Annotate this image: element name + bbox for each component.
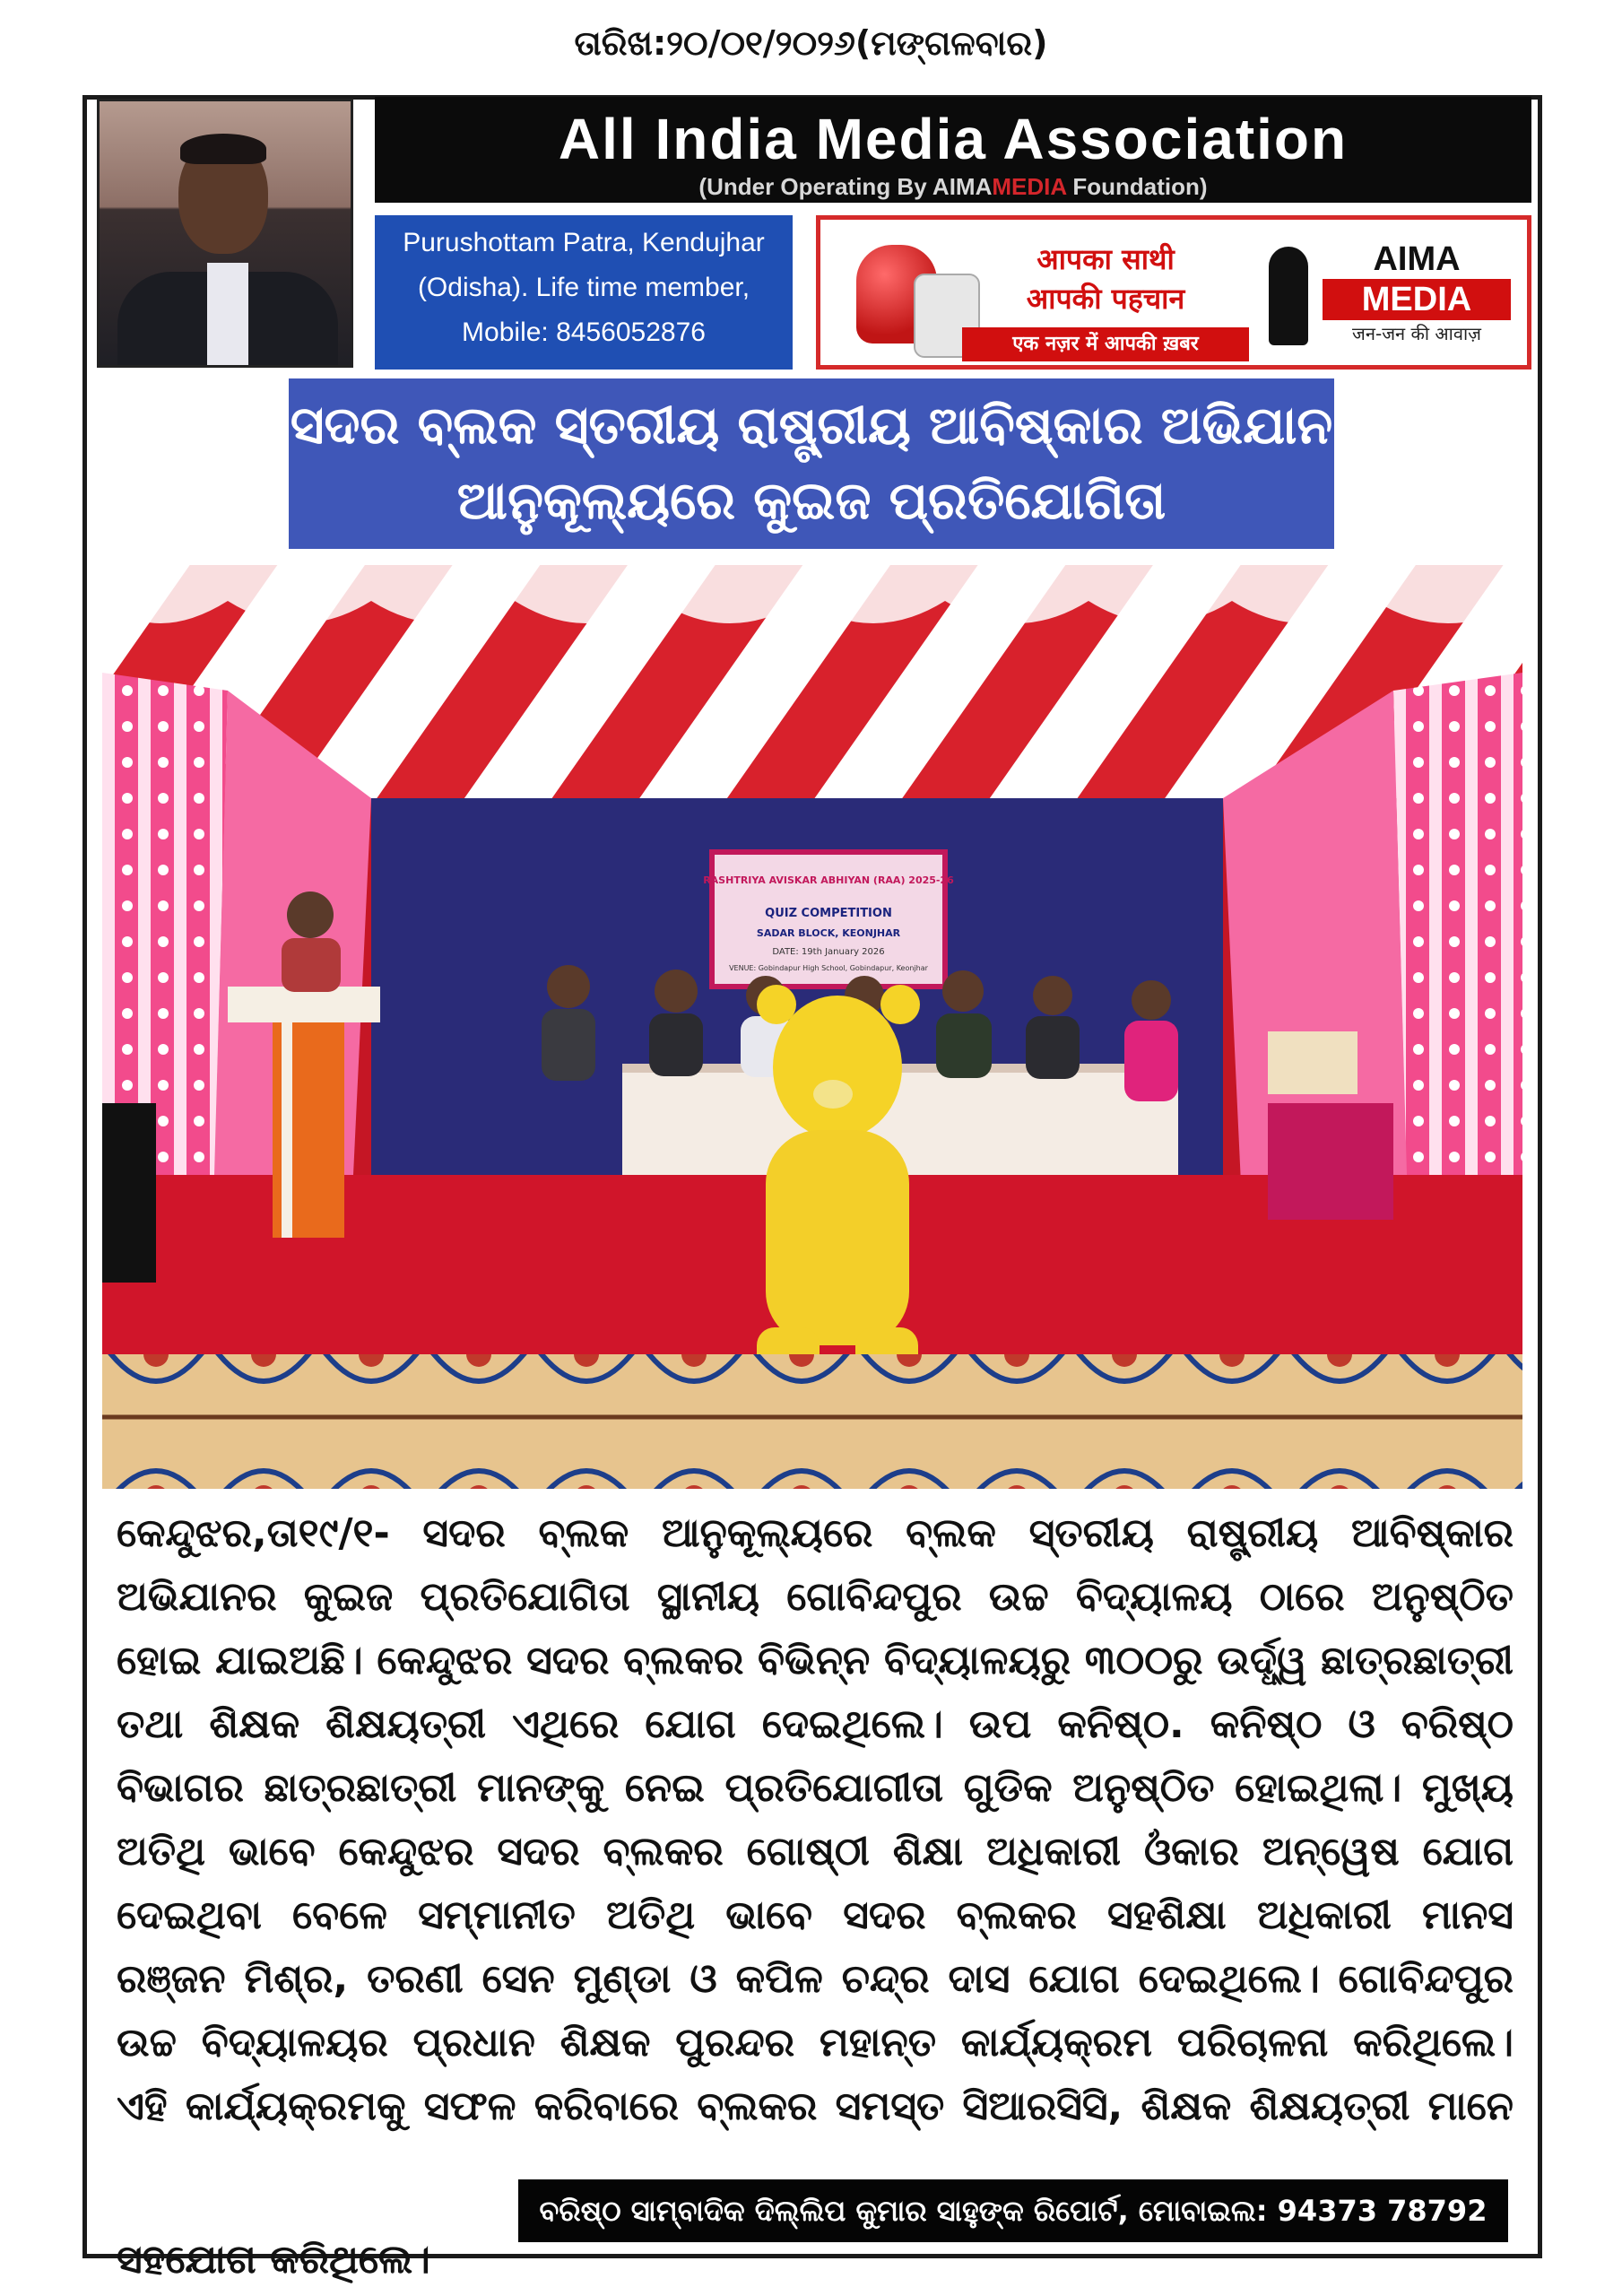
org-subtitle: (Under Operating By AIMAMEDIA Foundation)	[698, 173, 1208, 200]
logo-mic-icon	[1269, 247, 1308, 345]
article-line: ରଞ୍ଜନ ମିଶ୍ର, ତରଣୀ ସେନ ମୁଣ୍ଡା ଓ କପିଳ ଚନ୍ଦ୍ର ଦାସ ଯୋଗ ଦେଇଥିଲେ। ଗୋବିନ୍ଦପୁର	[117, 1956, 1514, 2002]
member-name: Purushottam Patra, Kendujhar	[403, 228, 765, 257]
member-status: (Odisha). Life time member,	[417, 273, 750, 302]
banner-venue: VENUE: Gobindapur High School, Gobindapur, Keonjhar	[729, 964, 928, 972]
article-line: ବିଭାଗର ଛାତ୍ରଛାତ୍ରୀ ମାନଙ୍କୁ ନେଇ ପ୍ରତିଯୋଗୀତା ଗୁଡିକ ଅନୁଷ୍ଠିତ ହୋଇଥିଲା। ମୁଖ୍ୟ	[117, 1765, 1514, 1811]
article-line: ଦେଇଥିବା ବେଳେ ସମ୍ମାନୀତ ଅତିଥି ଭାବେ ସଦର ବ୍ଲକର ସହଶିକ୍ଷା ଅଧିକାରୀ ମାନସ	[117, 1892, 1514, 1938]
org-name: All India Media Association	[558, 107, 1349, 171]
member-info-box	[375, 215, 793, 370]
article-line: ଏହି କାର୍ଯ୍ୟକ୍ରମକୁ ସଫଳ କରିବାରେ ବ୍ଲକର ସମସ୍ତ ସିଆରସିସି, ଶିକ୍ଷକ ଶିକ୍ଷୟତ୍ରୀ ମାନେ	[117, 2083, 1514, 2129]
article-last-line: ସହଯୋଗ କରିଥିଲେ।	[117, 2237, 430, 2283]
article-line: ଅତିଥି ଭାବେ କେନ୍ଦୁଝର ସଦର ବ୍ଲକର ଗୋଷ୍ଠୀ ଶିକ୍ଷା ଅଧିକାରୀ ଓଁକାର ଅନ୍ୱେଷ ଯୋଗ	[117, 1829, 1514, 1874]
banner-title: RASHTRIYA AVISKAR ABHIYAN (RAA) 2025-26	[703, 874, 954, 886]
event-photo	[102, 565, 1522, 1489]
banner-date: DATE: 19th January 2026	[772, 947, 885, 957]
member-mobile: Mobile: 8456052876	[462, 317, 706, 347]
banner-quiz: QUIZ COMPETITION	[765, 907, 892, 920]
ad-subline: एक नज़र में आपकी ख़बर	[962, 327, 1249, 361]
headline-line-2: ଆନୁକୂଲ୍ୟରେ କୁଇଜ ପ୍ରତିଯୋଗିତା	[456, 470, 1167, 531]
article-line: କେନ୍ଦୁଝର,ତା୧୯/୧- ସଦର ବ୍ଲକ ଆନୁକୂଲ୍ୟରେ ବ୍ଲକ ସ୍ତରୀୟ ରାଷ୍ଟ୍ରୀୟ ଆବିଷ୍କାର	[117, 1510, 1514, 1556]
ad-tagline: आपका साथी आपकी पहचान	[1026, 242, 1185, 316]
article-body	[117, 1501, 1514, 2138]
member-photo	[97, 99, 353, 368]
article-line: ହୋଇ ଯାଇଅଛି। କେନ୍ଦୁଝର ସଦର ବ୍ଲକର ବିଭିନ୍ନ ବିଦ୍ୟାଳୟରୁ ୩୦୦ରୁ ଉର୍ଦ୍ଧ୍ୱ ଛାତ୍ରଛାତ୍ରୀ	[117, 1638, 1514, 1683]
org-banner	[375, 97, 1531, 203]
headline-line-1: ସଦର ବ୍ଲକ ସ୍ତରୀୟ ରାଷ୍ଟ୍ରୀୟ ଆବିଷ୍କାର ଅଭିଯାନ	[290, 395, 1333, 456]
article-line: ତଥା ଶିକ୍ଷକ ଶିକ୍ଷୟତ୍ରୀ ଏଥିରେ ଯୋଗ ଦେଇଥିଲେ। ଉପ କନିଷ୍ଠ. କନିଷ୍ଠ ଓ ବରିଷ୍ଠ	[117, 1701, 1514, 1747]
aima-ad	[816, 215, 1531, 370]
aima-media-logo: AIMA MEDIA जन-जन की आवाज़	[1323, 239, 1511, 347]
headline	[289, 378, 1334, 549]
banner-block: SADAR BLOCK, KEONJHAR	[756, 927, 901, 939]
date-line: ତାରିଖ:୨୦/୦୧/୨୦୨୬(ମଙ୍ଗଳବାର)	[574, 23, 1048, 63]
article-line: ଅଭିଯାନର କୁଇଜ ପ୍ରତିଯୋଗିତା ସ୍ଥାନୀୟ ଗୋବିନ୍ଦପୁର ଉଚ୍ଚ ବିଦ୍ୟାଳୟ ଠାରେ ଅନୁଷ୍ଠିତ	[117, 1574, 1514, 1620]
article-line: ଉଚ୍ଚ ବିଦ୍ୟାଳୟର ପ୍ରଧାନ ଶିକ୍ଷକ ପୁରନ୍ଦର ମହାନ୍ତ କାର୍ଯ୍ୟକ୍ରମ ପରିଚାଳନା କରିଥିଲେ।	[117, 2020, 1514, 2066]
reporter-credit: ବରିଷ୍ଠ ସାମ୍ବାଦିକ ଦିଲ୍ଲିପ କୁମାର ସାହୁଙ୍କ ରିପୋର୍ଟ, ମୋବାଇଲ: 94373 78792	[518, 2179, 1508, 2242]
